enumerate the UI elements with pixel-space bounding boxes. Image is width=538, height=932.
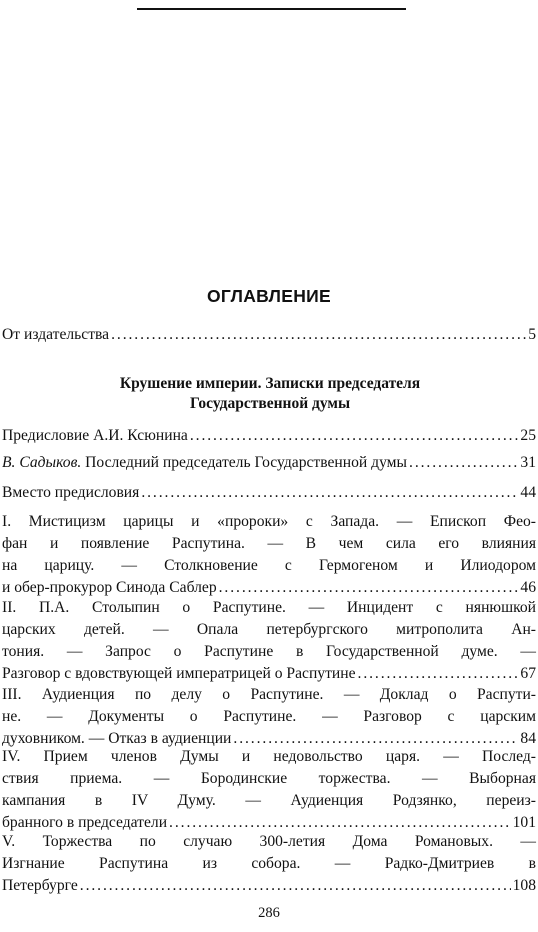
- entry-text: От издательства: [2, 326, 110, 343]
- entry-text: духовником. — Отказ в аудиенции: [2, 730, 232, 747]
- entry-line: III. Аудиенция по делу о Распутине. — Доклад о Распути-: [2, 686, 536, 703]
- toc-entry[interactable]: [2, 482, 536, 504]
- entry-text: Последний председатель Государственной думы: [81, 454, 408, 471]
- entry-line: царских детей. — Опала петербургского митрополита Ан-: [2, 621, 536, 638]
- page-number: 286: [258, 905, 280, 921]
- leader-dots: [358, 663, 519, 685]
- entry-line: кампания в IV Думу. — Аудиенция Родзянко, переиз-: [2, 792, 536, 809]
- entry-line: Изгнание Распутина из собора. — Радко-Дмитриев в: [2, 855, 536, 872]
- toc-entry[interactable]: [2, 597, 536, 685]
- entry-page-number: 67: [520, 665, 536, 682]
- entry-page-number: 101: [512, 814, 536, 831]
- toc-entry[interactable]: [2, 746, 536, 834]
- toc-entry[interactable]: [2, 425, 536, 447]
- entry-text: и обер-прокурор Синода Саблер: [2, 579, 217, 596]
- entry-page-number: 25: [520, 427, 536, 444]
- entry-page-number: 44: [520, 484, 536, 501]
- entry-line: ствия приема. — Бородинские торжества. — Выборная: [2, 770, 536, 787]
- toc-entry[interactable]: [2, 324, 536, 346]
- entry-line: на царицу. — Столкновение с Гермогеном и Илиодором: [2, 557, 536, 574]
- leader-dots: [80, 875, 511, 897]
- leader-dots: [409, 452, 518, 474]
- entry-page-number: 46: [520, 579, 536, 596]
- entry-page-number: 84: [520, 730, 536, 747]
- entry-line: II. П.А. Столыпин о Распутине. — Инцидент с нянюшкой: [2, 599, 536, 616]
- toc-entry[interactable]: [2, 511, 536, 599]
- entry-line: тония. — Запрос о Распутине в Государственной думе. —: [2, 643, 536, 660]
- leader-dots: [219, 577, 519, 599]
- leader-dots: [141, 482, 518, 504]
- leader-dots: [190, 425, 519, 447]
- toc-entry[interactable]: [2, 831, 536, 897]
- entry-page-number: 108: [512, 877, 536, 894]
- section-heading-line: Государственной думы: [189, 395, 351, 412]
- entry-text: Петербурге: [2, 877, 78, 894]
- leader-dots: [111, 324, 526, 346]
- entry-author: В. Садыков.: [2, 454, 82, 471]
- entry-text: Разговор с вдовствующей императрицей о Распутине: [2, 665, 356, 682]
- entry-text: Предисловие А.И. Ксюнина: [2, 427, 188, 444]
- entry-page-number: 31: [520, 454, 536, 471]
- section-heading-line: Крушение империи. Записки председателя: [119, 375, 421, 392]
- section-heading: [40, 374, 500, 414]
- entry-text: Вместо предисловия: [2, 484, 140, 501]
- toc-entry[interactable]: [2, 452, 536, 474]
- entry-line: фан и появление Распутина. — В чем сила его влияния: [2, 535, 536, 552]
- entry-line: I. Мистицизм царицы и «пророки» с Запада. — Епископ Фео-: [2, 513, 536, 530]
- entry-page-number: 5: [528, 326, 536, 343]
- top-rule: [137, 8, 406, 10]
- entry-text: бранного в председатели: [2, 814, 168, 831]
- toc-entry[interactable]: [2, 684, 536, 750]
- entry-line: V. Торжества по случаю 300-летия Дома Романовых. —: [2, 833, 536, 850]
- entry-line: не. — Документы о Распутине. — Разговор с царским: [2, 708, 536, 725]
- toc-title: ОГЛАВЛЕНИЕ: [206, 286, 332, 306]
- entry-line: IV. Прием членов Думы и недовольство царя. — Послед-: [2, 748, 536, 765]
